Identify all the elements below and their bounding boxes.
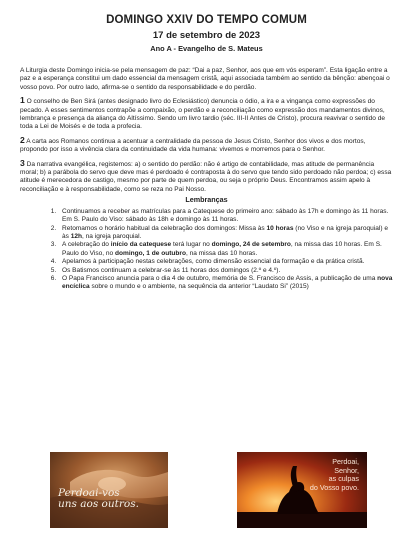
reminder-bold-text: nova encíclica bbox=[62, 274, 393, 291]
section-paragraph-2 bbox=[20, 136, 393, 155]
caption-line: Perdoai, bbox=[332, 457, 359, 466]
reminder-text: Continuamos a receber as matrículas para a Catequese do primeiro ano: sábado às 17h e domingo às 11 horas. Em S. Paulo do Viso: sábado às 18h e domingo às 11 horas. bbox=[62, 207, 389, 224]
images-row bbox=[50, 452, 368, 528]
page-subtitle: Ano A - Evangelho de S. Mateus bbox=[150, 44, 263, 53]
reminder-text: A celebração do bbox=[62, 241, 111, 249]
caption-line: do Vosso povo. bbox=[309, 482, 359, 492]
section-text: Da narrativa evangélica, registemos: a) o sentido do perdão: não é artigo de contabilidade, mas atitude de permanência moral; b) a parábola do servo que deve mas é perdoado é contraposta à do servo que tendo sido perdoado não perdoa; c) essa atitude é merecedora de castigo, mesmo por parte de quem perdoa, ou seja o próprio Deus. Encontramos assim apelo à reconciliação e à responsabilidade, como se reza no Pai Nosso. bbox=[20, 160, 392, 193]
page-title: DOMINGO XXIV DO TEMPO COMUM bbox=[106, 14, 307, 26]
intro-paragraph: A Liturgia deste Domingo inicia-se pela mensagem de paz: “Dai a paz, Senhor, aos que em vós esperam”. Esta ligação entre a paz e a esperança constitui um dado essencial da mensagem cristã, aqui associada também ao sentido da bênção: abençoai o vosso povo. Por outro lado, afirma-se o sentido da responsabilidade e do perdão. bbox=[20, 67, 390, 91]
caption-line: Perdoai-vos bbox=[58, 487, 120, 499]
reminder-bold-text: domingo, 1 de outubro bbox=[115, 249, 186, 257]
caption-line: uns aos outros. bbox=[58, 498, 139, 510]
reminders-heading: Lembranças bbox=[185, 195, 228, 205]
reminder-bold-text: 12h bbox=[70, 232, 83, 240]
reminder-text: , na missa das 10 horas. Em S. Paulo do Viso, no bbox=[62, 241, 382, 257]
reminder-bold-text: 10 horas bbox=[266, 224, 294, 232]
forgive-hands-image bbox=[50, 452, 168, 528]
reminder-item bbox=[58, 258, 393, 266]
reminder-bold-text: início da catequese bbox=[110, 241, 172, 249]
reminders-list bbox=[20, 208, 393, 292]
reminder-text: , na igreja paroquial. bbox=[82, 232, 142, 240]
section-number: 2 bbox=[20, 134, 25, 145]
reminder-text: terá lugar no bbox=[171, 241, 212, 249]
section-number: 1 bbox=[20, 95, 25, 106]
reminder-text: Os Batismos continuam a celebrar-se às 11 horas dos domingos (2.º e 4.º). bbox=[62, 266, 281, 274]
page-date: 17 de setembro de 2023 bbox=[152, 30, 261, 41]
section-text: A carta aos Romanos continua a acentuar a centralidade da pessoa de Jesus Cristo, Senhor dos vivos e dos mortos, propondo por isso a vivência clara da continuidade da vida humana: vivemos e morremos para o Senhor. bbox=[20, 137, 366, 154]
right-image-caption bbox=[310, 458, 359, 492]
reminder-item bbox=[58, 241, 393, 258]
section-text: O conselho de Ben Sirá (antes designado livro do Eclesiástico) denuncia o ódio, a ira e a vingança como expressões do pecado. A esses sentimentos contrapõe a compaixão, o perdão e a reconciliação como expressão dos mandamentos divinos, lembrança e presença da aliança do Altíssimo. Sendo um livro tardio (séc. III-II Antes de Cristo), procura reavivar o sentido de toda a Lei de Moisés e de toda a profecia. bbox=[20, 98, 385, 131]
reminder-text: sobre o mundo e o ambiente, na sequência da anterior “Laudato Si” (2015) bbox=[89, 283, 309, 291]
reminder-text: Apelamos à participação nestas celebrações, como dimensão essencial da formação e da prática cristã. bbox=[62, 258, 365, 266]
left-image-caption bbox=[58, 488, 139, 510]
section-paragraph-3 bbox=[20, 159, 393, 195]
section-number: 3 bbox=[20, 157, 25, 168]
reminder-item bbox=[58, 267, 393, 275]
reminder-bold-text: domingo, 24 de setembro bbox=[211, 241, 291, 249]
body-text bbox=[20, 67, 393, 292]
reminder-text: (no Viso e na igreja paroquial) e às bbox=[62, 224, 388, 240]
reminder-item bbox=[58, 208, 393, 225]
reminder-text: O Papa Francisco anuncia para o dia 4 de outubro, memória de S. Francisco de Assis, a publicação de uma bbox=[62, 274, 378, 282]
caption-line: Senhor, bbox=[334, 465, 359, 475]
reminder-item bbox=[58, 275, 393, 292]
reminder-text: Retomamos o horário habitual da celebração dos domingos: Missa às bbox=[62, 224, 267, 232]
sunset-prayer-image bbox=[237, 452, 367, 528]
section-paragraph-1 bbox=[20, 96, 393, 132]
reminder-item bbox=[58, 225, 393, 242]
caption-line: as culpas bbox=[328, 474, 359, 484]
reminder-text: , na missa das 10 horas. bbox=[185, 249, 258, 257]
